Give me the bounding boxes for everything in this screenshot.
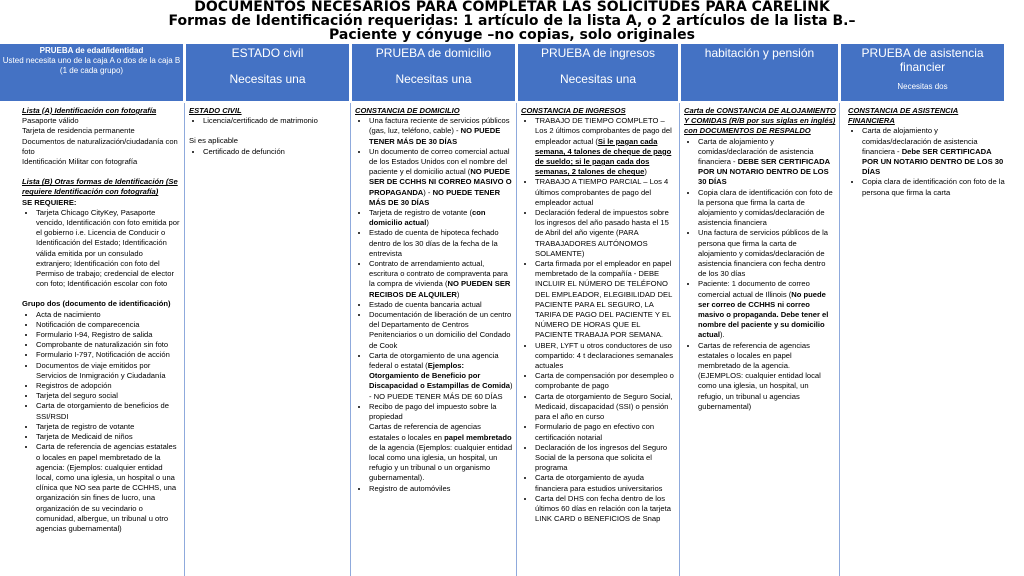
list-text: Tarjeta de registro de votante ( bbox=[369, 208, 472, 218]
list-item: • Comprobante de naturalización sin foto bbox=[36, 340, 180, 350]
habitacion-title: Carta de CONSTANCIA DE ALOJAMIENTO Y COMIDAS (R/B por sus siglas en inglés) con DOCUMENTOS DE RESPALDO bbox=[684, 106, 836, 136]
list-text: de la agencia (Ejemplos: cualquier entidad local como una iglesia, un hospital, un refugio y un tribunal o un organismo gubernamental). bbox=[369, 442, 513, 483]
list-text: ) bbox=[426, 218, 429, 228]
header-sub-ingresos: Necesitas una bbox=[559, 72, 637, 86]
list-a-item: Tarjeta de residencia permanente bbox=[22, 126, 135, 136]
list-item bbox=[369, 402, 513, 484]
list-text: Carta de otorgamiento de una agencia federal o estatal ( bbox=[369, 350, 499, 371]
list-item bbox=[369, 208, 513, 228]
list-text: Recibo de pago del impuesto sobre la propiedad bbox=[369, 401, 497, 422]
list-item bbox=[698, 279, 836, 340]
list-emphasis: NO PUEDEN SER RECIBOS DE ALQUILER bbox=[369, 279, 511, 299]
list-emphasis: papel membretado bbox=[444, 432, 512, 442]
list-item: • Cartas de referencia de agencias estatales o locales en papel membretado de la agencia. (EJEMPLOS: cualquier entidad local como una iglesia, un hospital, un refugio, un tribunal u agencias gubernamental) bbox=[698, 341, 836, 412]
header-name-estado-civil: ESTADO civil bbox=[231, 46, 304, 60]
list-emphasis: NO PUEDE TENER MÁS DE 30 DÍAS bbox=[369, 126, 501, 146]
list-text: Cartas de referencia de agencias estatales o locales en bbox=[369, 422, 481, 442]
list-item: • Acta de nacimiento bbox=[36, 310, 180, 320]
header-cell-habitacion bbox=[681, 44, 838, 101]
asistencia-title: CONSTANCIA DE ASISTENCIA FINANCIERA bbox=[848, 106, 959, 126]
header-name-domicilio: PRUEBA de domicilio bbox=[375, 46, 492, 60]
column-divider bbox=[839, 103, 840, 576]
list-text: Carta de alojamiento y comidas/declaración de asistencia financiera - bbox=[698, 136, 814, 167]
header-cell-identidad bbox=[0, 44, 183, 101]
list-a-item: Documentos de naturalización/ciudadanía con foto bbox=[22, 136, 178, 156]
list-emphasis: Debe SER CERTIFICADA POR UN NOTARIO DENTRO DE LOS 30 DÍAS bbox=[862, 146, 1004, 177]
list-item: • Declaración de los ingresos del Seguro Social de la persona que solicita el programa bbox=[535, 443, 676, 474]
column-divider bbox=[350, 103, 351, 576]
defuncion-list bbox=[189, 147, 347, 157]
header-sub-estado-civil: Necesitas una bbox=[229, 72, 306, 86]
list-item bbox=[862, 126, 1006, 177]
list-item: • Copia clara de identificación con foto de la persona que firma la carta de alojamiento y comidas/declaración de asistencia financiera bbox=[698, 188, 836, 229]
habitacion-list bbox=[684, 137, 836, 412]
ingresos-title: CONSTANCIA DE INGRESOS bbox=[521, 106, 626, 115]
list-item bbox=[369, 147, 513, 208]
list-emphasis: con domicilio actual bbox=[369, 208, 486, 228]
header-name-identidad: PRUEBA de edad/identidad bbox=[39, 46, 144, 55]
list-item: • UBER, LYFT u otros conductores de uso compartido: 4 t declaraciones semanales actuales bbox=[535, 341, 676, 372]
list-text: ) - NO PUEDE TENER MÁS DE 60 DÍAS bbox=[369, 381, 513, 401]
list-item bbox=[369, 259, 513, 300]
list-text: Un documento de correo comercial actual de los Estados Unidos con el nombre del paciente y el domicilio actual ( bbox=[369, 146, 510, 177]
title-line-3: Paciente y cónyuge –no copias, solo originales bbox=[329, 27, 695, 43]
list-item: • Carta del DHS con fecha dentro de los últimos 60 días en relación con la tarjeta LINK CARD o BENEFICIOS de Snap bbox=[535, 494, 676, 525]
list-item: • Formulario de pago en efectivo con certificación notarial bbox=[535, 422, 676, 442]
list-text: Paciente: 1 documento de correo comercial actual de Illinois ( bbox=[698, 279, 810, 299]
header-cell-asistencia bbox=[841, 44, 1004, 101]
column-habitacion bbox=[684, 106, 836, 576]
list-item bbox=[698, 137, 836, 188]
list-emphasis: Si le pagan cada semana, 4 talones de cheque de pago de sueldo; si le pagan cada dos semanas, 2 talones de cheque bbox=[535, 136, 672, 177]
list-emphasis: DEBE SER CERTIFICADA POR UN NOTARIO DENTRO DE LOS 30 DÍAS bbox=[698, 157, 830, 187]
grupo-dos-list bbox=[22, 310, 180, 534]
list-emphasis: No puede ser correo de CCHHS ni correo masivo o propaganda. Debe tener el nombre del paciente y su domicilio actual bbox=[698, 289, 829, 340]
list-item: • Carta de compensación por desempleo o comprobante de pago bbox=[535, 371, 676, 391]
list-item: • Tarjeta Chicago CityKey, Pasaporte vencido, Identificación con foto emitida por el gobierno i.e. Licencia de Conducir o Identificación del Estado; Identificación válida emitida por un consulado extranjero; Identificación con foto del Permiso de trabajo; credencial de elector con foto; Identificación escolar con foto bbox=[36, 208, 180, 290]
list-item: • Carta de otorgamiento de Seguro Social, Medicaid, discapacidad (SSI) o pensión para el año en curso bbox=[535, 392, 676, 423]
title-line-1: DOCUMENTOS NECESARIOS PARA COMPLETAR LAS SOLICITUDES PARA CARELINK bbox=[194, 0, 830, 15]
list-item bbox=[369, 351, 513, 402]
list-item: • Documentación de liberación de un centro del Departamento de Centros Penitenciarios o un domicilio del Condado de Cook bbox=[369, 310, 513, 351]
list-item: • Formulario I-797, Notificación de acción bbox=[36, 350, 180, 360]
header-name-asistencia: PRUEBA de asistencia financier bbox=[861, 46, 984, 74]
header-name-habitacion: habitación y pensión bbox=[704, 46, 815, 60]
column-identidad bbox=[22, 106, 180, 576]
list-emphasis: Ejemplos: Otorgamiento de Beneficio por Discapacidad o Estampillas de Comida bbox=[369, 361, 510, 391]
column-divider bbox=[679, 103, 680, 576]
list-b-title: Lista (B) Otras formas de Identificación (Se requiere Identificación con fotografía) bbox=[22, 177, 178, 197]
list-item: • Registro de automóviles bbox=[369, 484, 513, 494]
header-cell-ingresos bbox=[518, 44, 678, 101]
se-requiere-label: SE REQUIERE: bbox=[22, 197, 77, 207]
header-cell-domicilio bbox=[352, 44, 515, 101]
list-item: • Tarjeta de registro de votante bbox=[36, 422, 180, 432]
list-item: • TRABAJO A TIEMPO PARCIAL – Los 4 últimos comprobantes de pago del empleador actual bbox=[535, 177, 676, 208]
list-emphasis: NO PUEDE TENER MÁS DE 30 DÍAS bbox=[369, 187, 501, 207]
list-a-item: Identificación Militar con fotografía bbox=[22, 157, 138, 167]
si-aplicable-text: Si es aplicable bbox=[189, 136, 238, 146]
list-emphasis: NO PUEDE SER DE CCHHS NI CORREO MASIVO O PROPAGANDA bbox=[369, 167, 512, 197]
list-text: ) bbox=[456, 289, 460, 299]
list-text: ) - bbox=[423, 187, 433, 197]
list-item: • Tarjeta del seguro social bbox=[36, 391, 180, 401]
header-sub-identidad: Usted necesita uno de la caja A o dos de la caja B (1 de cada grupo) bbox=[2, 56, 181, 75]
list-item: • Documentos de viaje emitidos por Servicios de Inmigración y Ciudadanía bbox=[36, 361, 180, 381]
header-sub-domicilio: Necesitas una bbox=[395, 72, 472, 86]
list-b-bullets bbox=[22, 208, 180, 290]
list-a-item: Pasaporte válido bbox=[22, 116, 79, 126]
list-item: • Estado de cuenta bancaria actual bbox=[369, 300, 513, 310]
list-item: • Registros de adopción bbox=[36, 381, 180, 391]
list-item: • Tarjeta de Medicaid de niños bbox=[36, 432, 180, 442]
list-item: • Copia clara de identificación con foto de la persona que firma la carta bbox=[862, 177, 1006, 197]
list-item: • Licencia/certificado de matrimonio bbox=[203, 116, 347, 126]
asistencia-list bbox=[848, 126, 1006, 197]
estado-civil-title: ESTADO CIVIL bbox=[189, 106, 242, 115]
list-text: Contrato de arrendamiento actual, escritura o contrato de compraventa para la compra de vivienda ( bbox=[369, 259, 508, 289]
column-estado-civil bbox=[189, 106, 347, 576]
list-text: Carta de alojamiento y comidas/declaración de asistencia financiera - bbox=[862, 126, 978, 156]
column-asistencia bbox=[848, 106, 1006, 576]
header-sub-asistencia: Necesitas dos bbox=[897, 82, 948, 91]
list-text: TRABAJO DE TIEMPO COMPLETO – Los 2 últimos comprobantes de pago del empleador actual ( bbox=[535, 116, 672, 146]
list-item bbox=[369, 116, 513, 147]
list-text: Una factura reciente de servicios públicos (gas, luz, teléfono, cable) - bbox=[369, 116, 510, 136]
list-item: • Carta de referencia de agencias estatales o locales en papel membretado de la agencia: (Ejemplos: cualquier entidad local, como una iglesia, un hospital o una clínica que NO sea parte de CCHHS, una organización sin fines de lucro, una organización de su vecindario o comunidad, albergue, un tribunal u otro agencias gubernamental) bbox=[36, 442, 180, 534]
ingresos-list bbox=[521, 116, 676, 524]
column-divider bbox=[184, 103, 185, 576]
list-text: ). bbox=[719, 330, 725, 340]
list-item: • Carta de otorgamiento de ayuda financiera para estudios universitarios bbox=[535, 473, 676, 493]
header-cell-estado-civil bbox=[186, 44, 349, 101]
list-text: ) bbox=[644, 167, 647, 177]
list-item: • Carta firmada por el empleador en papel membretado de la compañía - DEBE INCLUIR EL NÚMERO DE TELÉFONO DEL EMPLEADOR, ELEGIBILIDAD DEL PACIENTE PARA EL SEGURO, LA TARIFA DE PAGO DEL PACIENTE Y EL NÚMERO DE HORAS QUE EL PACIENTE TRABAJA POR SEMANA. bbox=[535, 259, 676, 341]
column-divider bbox=[516, 103, 517, 576]
list-item: • Una factura de servicios públicos de la persona que firma la carta de alojamiento y comidas/declaración de asistencia financiera con fecha dentro de los 30 días bbox=[698, 228, 836, 279]
list-item: • Carta de otorgamiento de beneficios de SSI/RSDI bbox=[36, 401, 180, 421]
list-item: • Declaración federal de impuestos sobre los ingresos del año pasado hasta el 15 de Abril del año vigente (PARA TRABAJADORES AUTÓNOMOS SOLAMENTE) bbox=[535, 208, 676, 259]
list-a-title: Lista (A) Identificación con fotografía bbox=[22, 106, 157, 115]
domicilio-title: CONSTANCIA DE DOMICILIO bbox=[355, 106, 460, 115]
title-line-2: Formas de Identificación requeridas: 1 artículo de la lista A, o 2 artículos de la lista B.– bbox=[168, 13, 856, 29]
domicilio-list bbox=[355, 116, 513, 494]
column-domicilio bbox=[355, 106, 513, 576]
list-item: • Estado de cuenta de hipoteca fechado dentro de los 30 días de la fecha de la entrevista bbox=[369, 228, 513, 259]
page-title bbox=[0, 0, 1024, 42]
list-item: • Certificado de defunción bbox=[203, 147, 347, 157]
grupo-dos-title: Grupo dos (documento de identificación) bbox=[22, 299, 171, 309]
list-item: • Notificación de comparecencia bbox=[36, 320, 180, 330]
list-item bbox=[535, 116, 676, 177]
column-ingresos bbox=[521, 106, 676, 576]
list-item: • Formulario I-94, Registro de salida bbox=[36, 330, 180, 340]
header-name-ingresos: PRUEBA de ingresos bbox=[540, 46, 656, 60]
estado-civil-list bbox=[189, 116, 347, 126]
